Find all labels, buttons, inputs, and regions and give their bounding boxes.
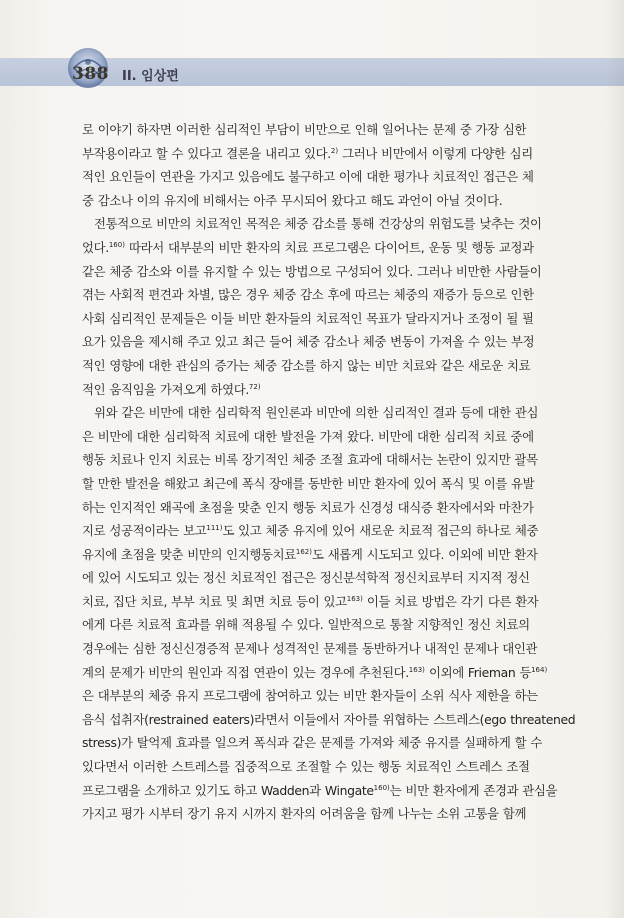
line-text: 행동 치료나 인지 치료는 비록 장기적인 체중 조절 효과에 대해서는 논란이 있지만 괄목 <box>82 452 538 468</box>
citation-superscript: 162) <box>295 547 312 556</box>
page-number: 388 <box>72 64 109 84</box>
text-line <box>82 543 584 567</box>
text-line <box>82 779 584 803</box>
text-line <box>82 330 584 354</box>
line-text: 중 감소나 이의 유지에 비해서는 아주 무시되어 왔다고 해도 과언이 아닐 것이다. <box>82 192 503 208</box>
line-text-continued: 도 있고 체중 유지에 있어 새로운 치료적 접근의 하나로 체중 <box>222 523 539 539</box>
paragraph <box>82 118 584 212</box>
line-text: 요가 있음을 제시해 주고 있고 최근 들어 체중 감소나 체중 변동이 가져올 수 있는 부정 <box>82 334 535 350</box>
page-edge-shadow <box>606 0 624 918</box>
text-line <box>82 637 584 661</box>
line-text: 유지에 초점을 맞춘 비만의 인지행동치료 <box>82 546 296 562</box>
line-text: 적인 영향에 대한 관심의 증가는 체중 감소를 하지 않는 비만 치료와 같은 새로운 치료 <box>82 357 531 373</box>
line-text-continued: 그러나 비만에서 이렇게 다양한 심리 <box>338 145 533 161</box>
line-text: 같은 체중 감소와 이를 유지할 수 있는 방법으로 구성되어 있다. 그러나 비만한 사람들이 <box>82 263 542 279</box>
text-line <box>82 590 584 614</box>
text-line <box>82 566 584 590</box>
citation-superscript: 111) <box>206 523 223 532</box>
line-text: 음식 섭취자(restrained eaters)라면서 이들에서 자아를 위협하는 스트레스(ego threatened <box>82 711 576 727</box>
line-text: 적인 요인들이 연관을 가지고 있음에도 불구하고 이에 대한 평가나 치료적인 접근은 체 <box>82 169 534 185</box>
line-text: 위와 같은 비만에 대한 심리학적 원인론과 비만에 의한 심리적인 결과 등에 대한 관심 <box>94 405 539 421</box>
text-line <box>82 613 584 637</box>
text-line <box>82 496 584 520</box>
text-line <box>82 472 584 496</box>
line-text: 적인 움직임을 가져오게 하였다. <box>82 381 249 397</box>
section-title: II. 임상편 <box>122 69 179 84</box>
text-line <box>82 142 584 166</box>
citation-superscript: 163) <box>346 594 363 603</box>
line-text-continued: 이들 치료 방법은 각기 다른 환자 <box>362 593 539 609</box>
line-text: stress)가 탈억제 효과를 일으켜 폭식과 같은 문제를 가져와 체중 유지를 실패하게 할 수 <box>82 735 542 751</box>
citation-superscript: 160) <box>373 783 390 792</box>
paragraph <box>82 401 584 826</box>
text-line <box>82 731 584 755</box>
text-line <box>82 425 584 449</box>
line-text: 치료, 집단 치료, 부부 치료 및 최면 치료 등이 있고 <box>82 593 347 609</box>
line-text: 경우에는 심한 정신신경증적 문제나 성격적인 문제를 동반하거나 내적인 문제나 대인관 <box>82 641 538 657</box>
line-text-continued: 는 비만 환자에게 존경과 관심을 <box>389 782 558 798</box>
text-line <box>82 283 584 307</box>
text-line <box>82 118 584 142</box>
citation-superscript: 164) <box>531 665 548 674</box>
line-text: 가지고 평가 시부터 장기 유지 시까지 환자의 어려움을 함께 나누는 소위 고통을 함께 <box>82 806 527 822</box>
text-line <box>82 802 584 826</box>
text-line <box>82 401 584 425</box>
line-text: 전통적으로 비만의 치료적인 목적은 체중 감소를 통해 건강상의 위험도를 낮추는 것이 <box>94 216 542 232</box>
citation-superscript: 163) <box>408 665 425 674</box>
line-text-continued: 도 새롭게 시도되고 있다. 이외에 비만 환자 <box>311 546 538 562</box>
line-text: 은 비만에 대한 심리학적 치료에 대한 발전을 가져 왔다. 비만에 대한 심리적 치료 중에 <box>82 428 534 444</box>
line-text: 지로 성공적이라는 보고 <box>82 523 207 539</box>
line-text: 하는 인지적인 왜곡에 초점을 맞춘 인지 행동 치료가 신경성 대식증 환자에서와 마찬가 <box>82 499 534 515</box>
line-text: 에게 다른 치료적 효과를 위해 적용될 수 있다. 일반적으로 통찰 지향적인 정신 치료의 <box>82 617 530 633</box>
paragraph <box>82 212 584 401</box>
citation-superscript: 160) <box>108 240 125 249</box>
line-text: 은 대부분의 체중 유지 프로그램에 참여하고 있는 비만 환자들이 소위 식사 제한을 하는 <box>82 688 538 704</box>
line-text: 계의 문제가 비만의 원인과 직접 연관이 있는 경우에 추천된다. <box>82 664 409 680</box>
text-line <box>82 519 584 543</box>
line-text: 부작용이라고 할 수 있다고 결론을 내리고 있다. <box>82 145 331 161</box>
line-text: 로 이야기 하자면 이러한 심리적인 부담이 비만으로 인해 일어나는 문제 중 가장 심한 <box>82 122 527 137</box>
line-text: 있다면서 이러한 스트레스를 집중적으로 조절할 수 있는 행동 치료적인 스트레스 조절 <box>82 759 530 775</box>
line-text: 사회 심리적인 문제들은 이들 비만 환자들의 치료적인 목표가 달라지거나 조정이 될 필 <box>82 310 534 326</box>
line-text-continued: 이외에 Frieman 등 <box>424 664 532 680</box>
citation-superscript: 72) <box>248 382 261 391</box>
text-line <box>82 354 584 378</box>
text-line <box>82 684 584 708</box>
text-line <box>82 378 584 402</box>
line-text: 에 있어 시도되고 있는 정신 치료적인 접근은 정신분석학적 정신치료부터 지지적 정신 <box>82 570 530 586</box>
citation-superscript: 2) <box>330 146 339 155</box>
line-text: 할 만한 발전을 해왔고 최근에 폭식 장애를 동반한 비만 환자에 있어 폭식 및 이를 유발 <box>82 475 535 491</box>
text-line <box>82 212 584 236</box>
body-text <box>82 118 584 826</box>
line-text: 겪는 사회적 편견과 차별, 많은 경우 체중 감소 후에 따르는 체중의 재증가 등으로 인한 <box>82 287 534 303</box>
line-text-continued: 따라서 대부분의 비만 환자의 치료 프로그램은 다이어트, 운동 및 행동 교정과 <box>124 239 534 255</box>
line-text: 었다. <box>82 239 109 255</box>
text-line <box>82 236 584 260</box>
text-line <box>82 165 584 189</box>
text-line <box>82 661 584 685</box>
text-line <box>82 708 584 732</box>
text-line <box>82 755 584 779</box>
text-line <box>82 307 584 331</box>
text-line <box>82 189 584 213</box>
text-line <box>82 260 584 284</box>
line-text: 프로그램을 소개하고 있기도 하고 Wadden과 Wingate <box>82 782 374 798</box>
text-line <box>82 448 584 472</box>
